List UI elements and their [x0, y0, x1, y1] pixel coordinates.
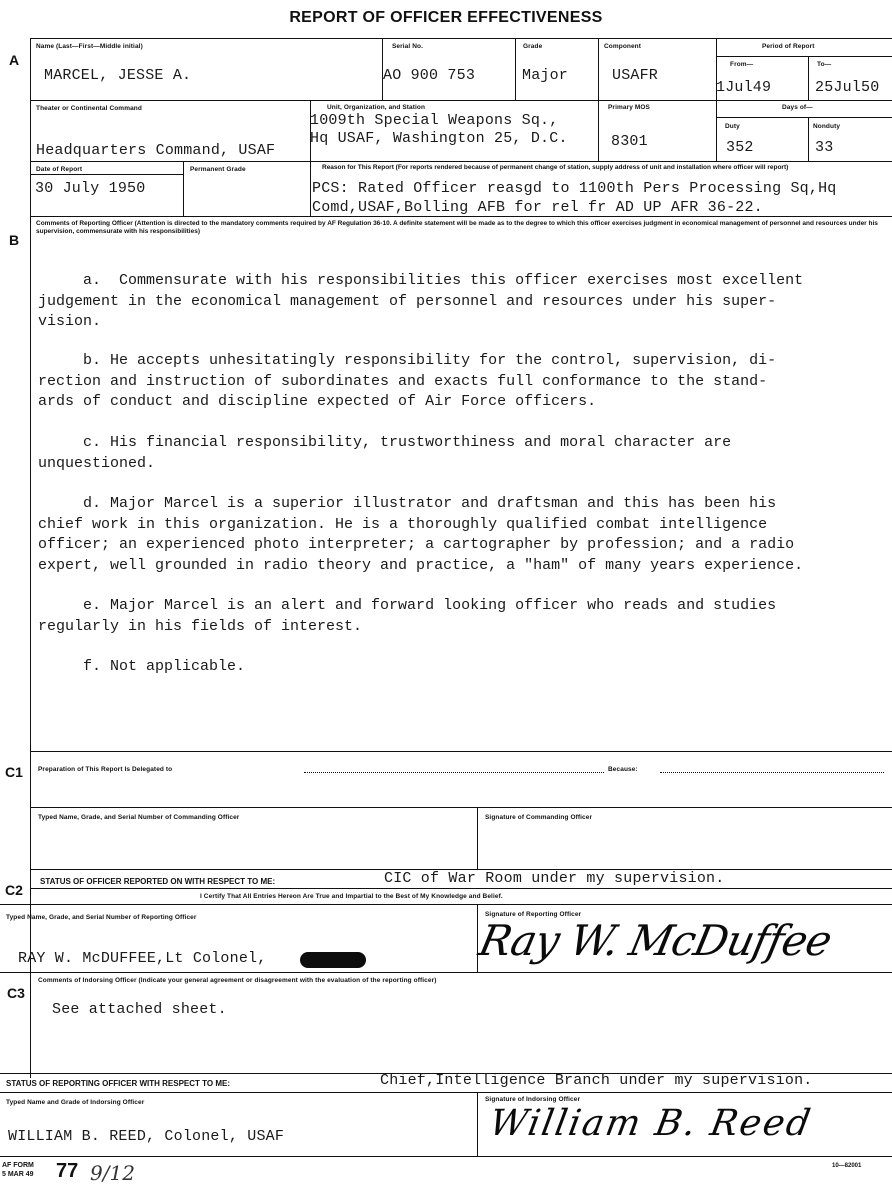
unit-line1: 1009th Special Weapons Sq., — [310, 112, 559, 129]
date-of-report-label: Date of Report — [36, 166, 83, 173]
form-title: REPORT OF OFFICER EFFECTIVENESS — [289, 9, 603, 26]
unit-line2: Hq USAF, Washington 25, D.C. — [310, 130, 568, 147]
mos-label: Primary MOS — [608, 104, 650, 111]
indorsing-officer-signature: William B. Reed — [486, 1103, 816, 1144]
section-b-letter: B — [9, 232, 20, 248]
section-c1-letter: C1 — [5, 764, 23, 780]
nonduty-label: Nonduty — [813, 123, 841, 130]
grade-value: Major — [522, 67, 569, 84]
rule — [30, 100, 892, 101]
days-label: Days of— — [782, 104, 813, 111]
permanent-grade-label: Permanent Grade — [190, 166, 246, 173]
comment-para-d: d. Major Marcel is a superior illustrator and draftsman and this has been his chief work in this organization. He is a thoroughly qualified combat intelligence officer; an experienced photo interpreter; a cartographer by profession; and a radio expert, well grounded in radio theory and practice, a "ham" of many years experience. — [38, 495, 804, 574]
because-label: Because: — [608, 766, 638, 773]
rule — [0, 1156, 892, 1157]
reason-label: Reason for This Report (For reports rendered because of permanent change of station, supply address of unit and installation where officer will report) — [322, 164, 789, 171]
typed-commanding-officer-label: Typed Name, Grade, and Serial Number of Commanding Officer — [38, 814, 240, 821]
rule — [716, 56, 892, 57]
status-officer-reported-value: CIC of War Room under my supervision. — [384, 870, 725, 887]
component-value: USAFR — [612, 67, 659, 84]
certify-statement: I Certify That All Entries Hereon Are True and Impartial to the Best of My Knowledge and Belief. — [200, 893, 503, 900]
comment-para-b: b. He accepts unhesitatingly responsibility for the control, supervision, di- rection and instruction of subordinates and exacts full conformance to the stand- ards of conduct and discipline expected of Air Force officers. — [38, 352, 777, 410]
typed-indorsing-officer-value: WILLIAM B. REED, Colonel, USAF — [8, 1128, 285, 1145]
signature-reporting-officer-label: Signature of Reporting Officer — [485, 911, 582, 918]
because-dotted-line — [660, 772, 884, 773]
reason-line2: Comd,USAF,Bolling AFB for rel fr AD UP AFR 36-22. — [312, 199, 763, 216]
name-label: Name (Last—First—Middle initial) — [36, 43, 143, 50]
signature-indorsing-officer-label: Signature of Indorsing Officer — [485, 1096, 581, 1103]
section-c3-letter: C3 — [7, 985, 25, 1001]
rule — [0, 1092, 892, 1093]
rule — [30, 216, 892, 217]
form-id-line2: 5 MAR 49 — [2, 1171, 34, 1178]
nonduty-value: 33 — [815, 139, 834, 156]
redacted-serial-block — [300, 952, 366, 968]
component-label: Component — [604, 43, 642, 50]
duty-label: Duty — [725, 123, 740, 130]
name-value: MARCEL, JESSE A. — [44, 67, 192, 84]
date-of-report-value: 30 July 1950 — [35, 180, 146, 197]
section-a-letter: A — [9, 52, 20, 68]
signature-commanding-officer-label: Signature of Commanding Officer — [485, 814, 593, 821]
rule — [808, 56, 809, 100]
rule — [716, 117, 892, 118]
theater-value: Headquarters Command, USAF — [36, 142, 276, 159]
rule — [515, 38, 516, 100]
comment-para-e: e. Major Marcel is an alert and forward looking officer who reads and studies regularly in his fields of interest. — [38, 597, 777, 635]
status-officer-reported-label: STATUS OF OFFICER REPORTED ON WITH RESPECT TO ME: — [40, 877, 276, 886]
rule — [477, 1092, 478, 1156]
handwritten-note: 9/12 — [90, 1161, 135, 1185]
rule — [0, 904, 892, 905]
to-label: To— — [817, 61, 832, 68]
from-label: From— — [730, 61, 754, 68]
form-number: 77 — [56, 1160, 79, 1182]
comments-label: Comments of Reporting Officer (Attention is directed to the mandatory comments required by AF Regulation 36-10. A definite statement will be made as to the degree to which this officer exercises judgment in economical management of personnel and resources under his supervision, commensurate with his responsibilities) — [36, 220, 878, 235]
rule — [30, 174, 183, 175]
rule — [30, 807, 892, 808]
mos-value: 8301 — [611, 133, 648, 150]
comment-para-a: a. Commensurate with his responsibilities this officer exercises most excellent judgement in the economical management of personnel and resources under his super- vision. — [38, 272, 804, 330]
indorsing-comments-value: See attached sheet. — [52, 1001, 227, 1018]
rule — [30, 888, 892, 889]
typed-indorsing-officer-label: Typed Name and Grade of Indorsing Officer — [6, 1099, 145, 1106]
to-value: 25Jul50 — [815, 79, 880, 96]
rule — [30, 38, 31, 1078]
form-id-line1: AF FORM — [2, 1162, 34, 1169]
status-reporting-officer-label: STATUS OF REPORTING OFFICER WITH RESPECT TO ME: — [6, 1079, 230, 1088]
rule — [183, 161, 184, 216]
rule — [0, 972, 892, 973]
comment-para-c: c. His financial responsibility, trustworthiness and moral character are unquestioned. — [38, 434, 732, 472]
preparation-label: Preparation of This Report Is Delegated to — [38, 766, 173, 773]
rule — [30, 161, 892, 162]
comment-para-f: f. Not applicable. — [38, 658, 246, 675]
section-c2-letter: C2 — [5, 882, 23, 898]
indorsing-comments-label: Comments of Indorsing Officer (Indicate your general agreement or disagreement with the evaluation of the reporting officer) — [38, 977, 437, 984]
rule — [477, 807, 478, 869]
rule — [30, 751, 892, 752]
status-reporting-officer-value: Chief,Intelligence Branch under my supervision. — [380, 1072, 813, 1089]
serial-value: AO 900 753 — [383, 67, 476, 84]
serial-label: Serial No. — [392, 43, 423, 50]
grade-label: Grade — [523, 43, 543, 50]
period-label: Period of Report — [762, 43, 815, 50]
reporting-officer-signature: Ray W. McDuffee — [474, 916, 836, 965]
printer-code: 10—82001 — [832, 1163, 862, 1169]
typed-reporting-officer-label: Typed Name, Grade, and Serial Number of Reporting Officer — [6, 914, 197, 921]
preparation-dotted-line — [304, 772, 604, 773]
duty-value: 352 — [726, 139, 754, 156]
theater-label: Theater or Continental Command — [36, 105, 142, 112]
typed-reporting-officer-value: RAY W. McDUFFEE,Lt Colonel, — [18, 950, 267, 967]
unit-label: Unit, Organization, and Station — [327, 104, 426, 111]
reason-line1: PCS: Rated Officer reasgd to 1100th Pers Processing Sq,Hq — [312, 180, 837, 197]
from-value: 1Jul49 — [716, 79, 772, 96]
rule — [808, 117, 809, 161]
rule — [30, 38, 892, 39]
